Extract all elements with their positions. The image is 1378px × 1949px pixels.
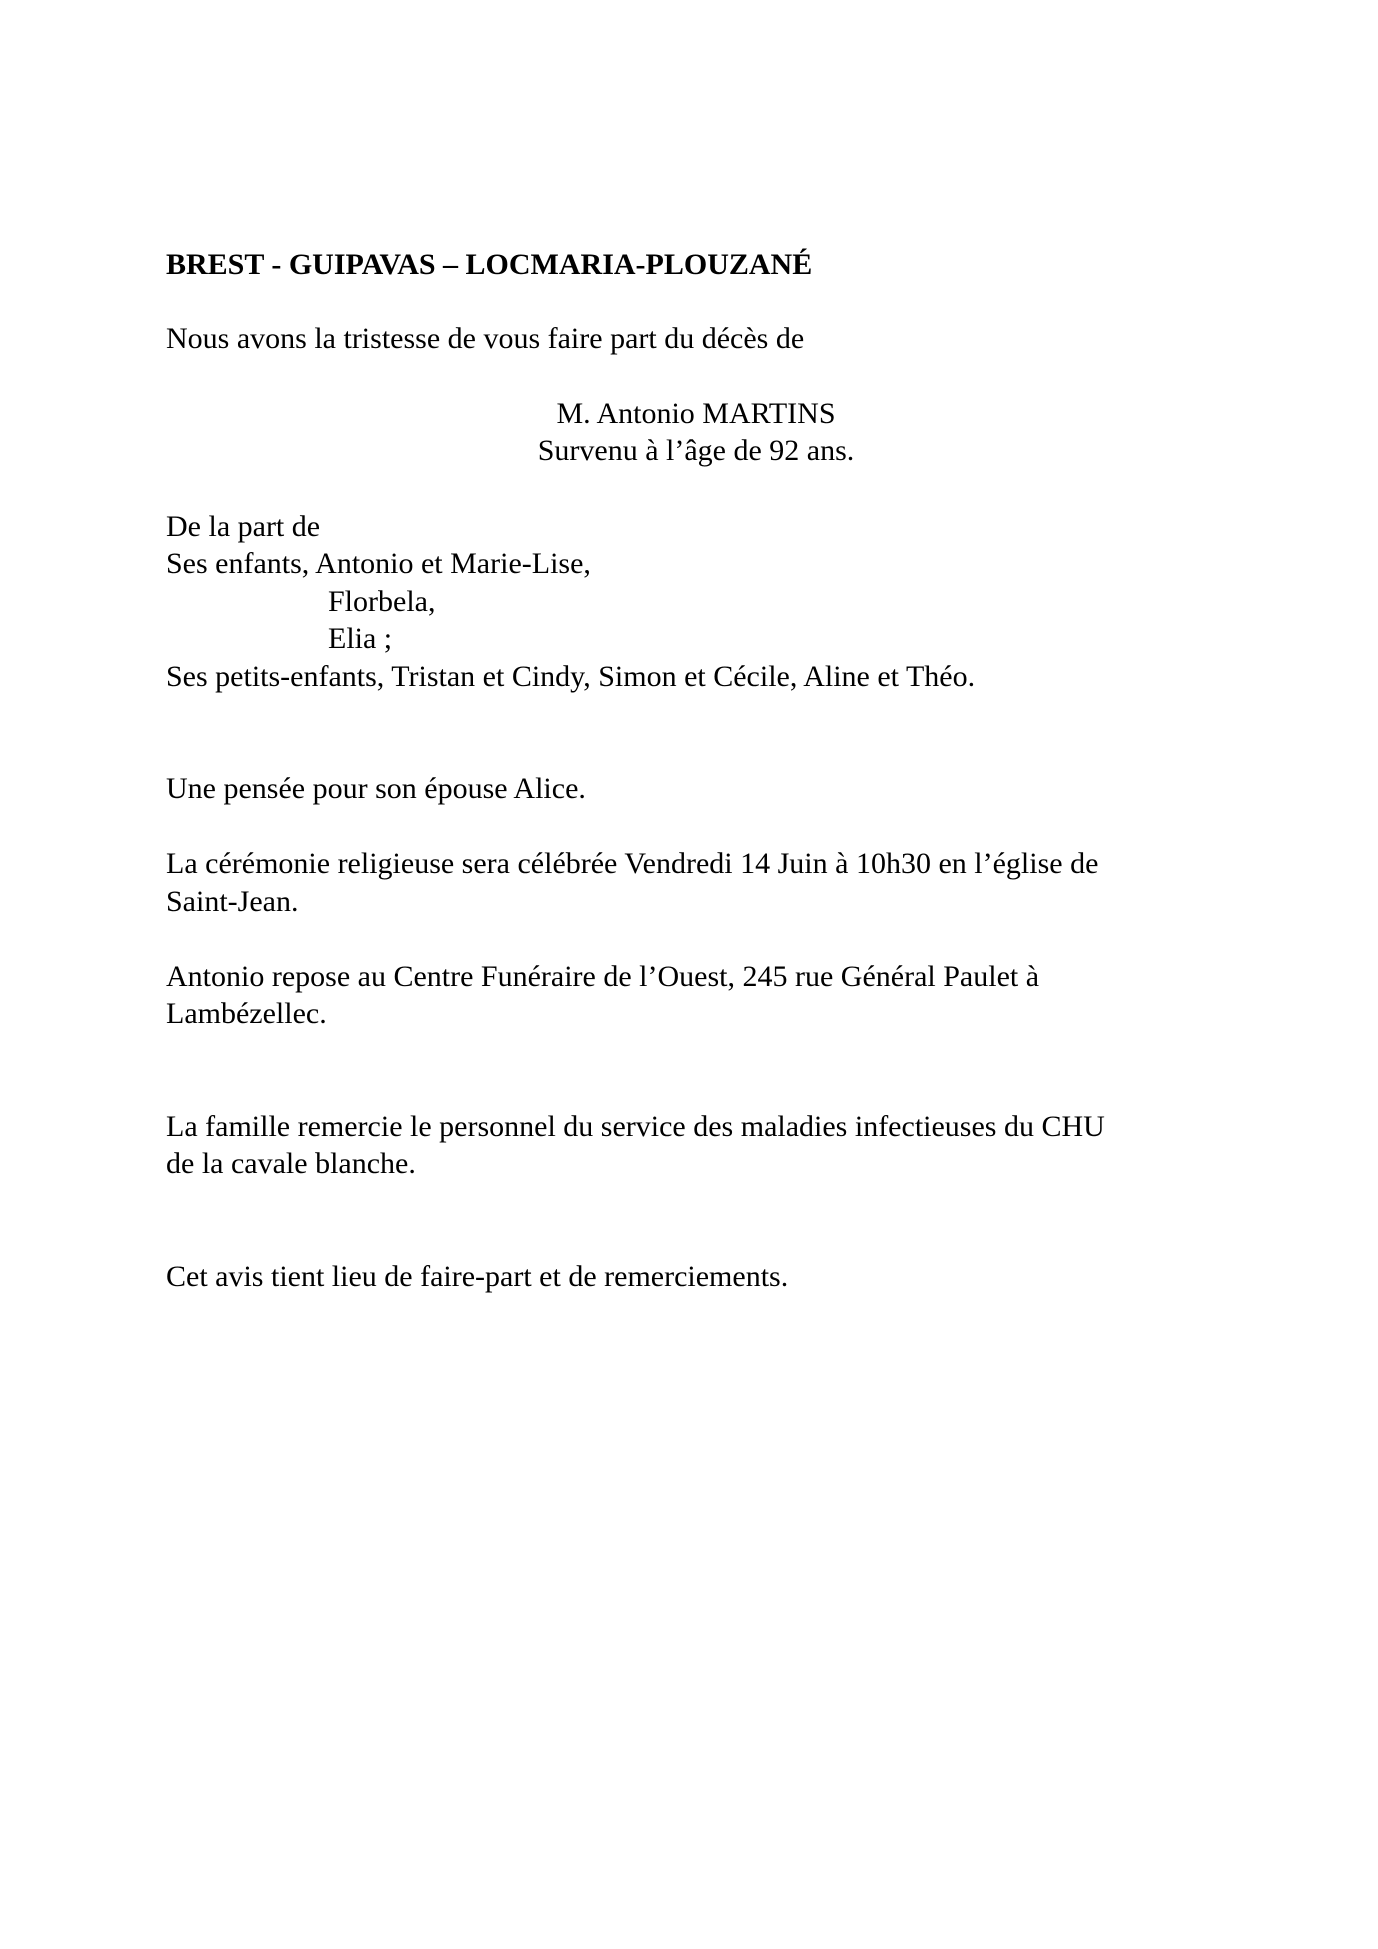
thanks-line-1: La famille remercie le personnel du service des maladies infectieuses du CHU: [166, 1110, 1105, 1143]
grandchildren-line: Ses petits-enfants, Tristan et Cindy, Simon et Cécile, Aline et Théo.: [166, 660, 976, 693]
ceremony-line-2: Saint-Jean.: [166, 885, 299, 918]
closing-text: Cet avis tient lieu de faire-part et de remerciements.: [166, 1260, 789, 1293]
notice-heading: BREST - GUIPAVAS – LOCMARIA-PLOUZANÉ: [166, 248, 813, 281]
spouse-thought: Une pensée pour son épouse Alice.: [166, 772, 586, 805]
deceased-name: M. Antonio MARTINS: [556, 397, 836, 430]
thanks-line-2: de la cavale blanche.: [166, 1147, 416, 1180]
rest-line-1: Antonio repose au Centre Funéraire de l’Ouest, 245 rue Général Paulet à: [166, 960, 1040, 993]
ceremony-line-1: La cérémonie religieuse sera célébrée Vendredi 14 Juin à 10h30 en l’église de: [166, 847, 1099, 880]
children-line-2: Florbela,: [328, 585, 436, 618]
children-line-1: Ses enfants, Antonio et Marie-Lise,: [166, 547, 591, 580]
rest-line-2: Lambézellec.: [166, 997, 327, 1030]
deceased-age: Survenu à l’âge de 92 ans.: [537, 434, 855, 467]
children-line-3: Elia ;: [328, 622, 393, 655]
from-label: De la part de: [166, 510, 321, 543]
intro-text: Nous avons la tristesse de vous faire part du décès de: [166, 322, 805, 355]
